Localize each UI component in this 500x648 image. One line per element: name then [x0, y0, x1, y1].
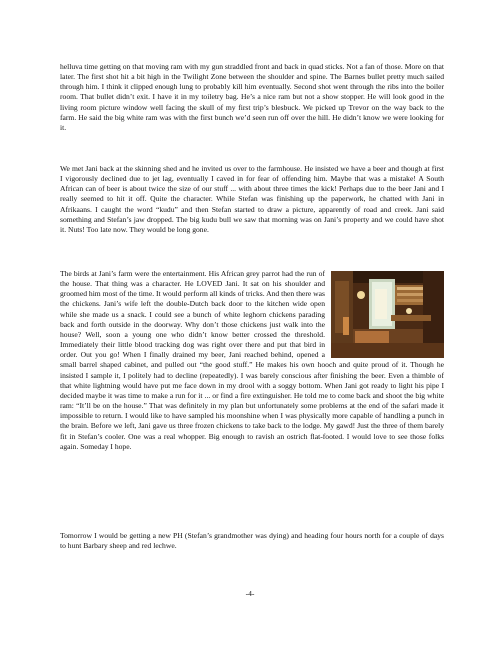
- paragraph-2: We met Jani back at the skinning shed and he invited us over to the farmhouse. He insisted we have a beer and though at first I vigorously declined due to jet lag, eventually I caved in for fear of offending him. Maybe that was a mistake! A South African can of beer is about twice the size of our stuff ... with about three times the kick! Perhaps due to the beer Jani and I really seemed to hit it off. Quite the character. While Stefan was finishing up the paperwork, he chatted with Jani in Afrikaans. I caught the word “kudu” and then Stefan started to draw a picture, apparently of road and creek. Jani said something and Stefan’s jaw dropped. The big kudu bull we saw that morning was on Jani’s property and we could have shot it. Nuts! Too late now. They would be long gone.: [60, 164, 444, 234]
- paragraph-4: Tomorrow I would be getting a new PH (Stefan’s grandmother was dying) and heading four hours north for a couple of days to hunt Barbary sheep and red lechwe.: [60, 531, 444, 551]
- farmhouse-kitchen-photo: [331, 271, 444, 358]
- paragraph-3: [60, 269, 444, 452]
- paragraph-3-text: The birds at Jani’s farm were the entertainment. His African grey parrot had the run of the house. That thing was a character. He LOVED Jani. It sat on his shoulder and groomed him most of the time. It would perform all kinds of tricks. And then there was the chickens. Jani’s wife left the double-Dutch back door to the kitchen wide open while she made us a snack. I could see a bunch of white leghorn chickens parading back and forth outside in the doorway. Why don’t those chickens just walk into the house? Well, soon a young one who didn’t know better crossed the threshold. Immediately their little blood tracking dog was right over there and put that bird in order. Out you go! When I finally drained my beer, Jani reached behind, opened a small barrel shaped cabinet, and pulled out “the good stuff.” He makes his own hooch and quite proud of it. Though he insisted I sample it, I politely had to decline (repeatedly). I was barely conscious after finishing the beer. Even a thimble of that white lightning would have put me face down in my drool with a soggy bottom. When Jani got ready to light his pipe I decided maybe it was time to make a run for it ... or find a fire extinguisher. He told me to come back and shoot the big white ram: “It’ll be on the house.” That was definitely in my plan but unfortunately some problems at the end of the safari made it impossible to return. I would like to have sampled his moonshine when I was physically more capable of handling a punch in the brain. Before we left, Jani gave us three frozen chickens to take back to the lodge. My gawd! Just the three of them barely fit in Stefan’s cooler. One was a real whopper. Big enough to ravish an ostrich flat-footed. I would love to see those folks again. Someday I hope.: [60, 269, 444, 451]
- page-number: -4-: [245, 589, 255, 598]
- paragraph-1: helluva time getting on that moving ram with my gun straddled front and back in quad sticks. Not a fan of those. More on that later. The first shot hit a bit high in the Twilight Zone between the shoulder and spine. The Barnes bullet pretty much sailed through him. I think it clipped enough lung to probably kill him eventually. Second shot went through the ribs into the boiler room. That bullet didn’t exit. I have it in my toiletry bag. He’s a nice ram but not a show stopper. He will look good in the living room picture window well facing the skull of my first trip’s blesbuck. We picked up Trevor on the way back to the farm. He said the big white ram was with the first bunch we’d seen run off over the hill. He didn’t know we were looking for it.: [60, 62, 444, 132]
